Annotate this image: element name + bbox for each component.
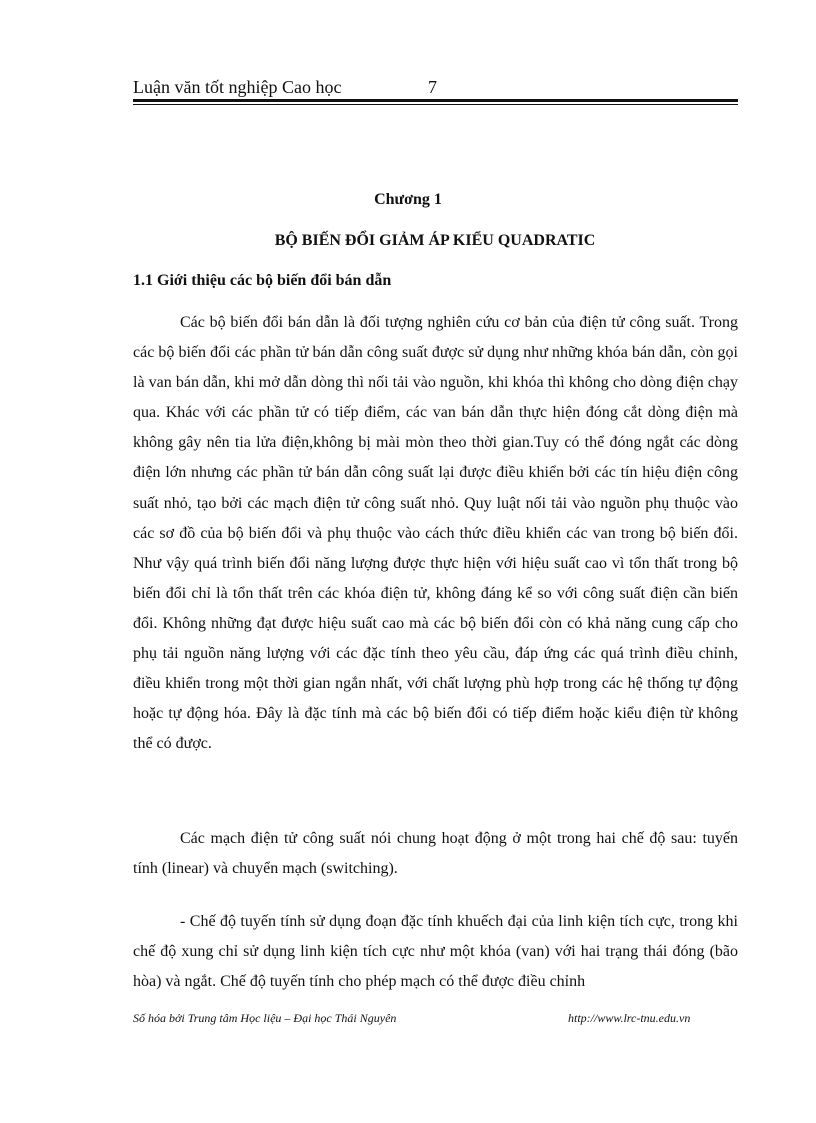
chapter-label: Chương 1 (374, 191, 442, 208)
header-rule-thin (133, 104, 738, 105)
header-title: Luận văn tốt nghiệp Cao học (133, 77, 342, 97)
header-rule-thick (133, 99, 738, 102)
section-heading: 1.1 Giới thiệu các bộ biến đổi bán dẫn (133, 272, 392, 289)
body-paragraph: - Chế độ tuyến tính sử dụng đoạn đặc tính khuếch đại của linh kiện tích cực, trong khi chế độ xung chỉ sử dụng linh kiện tích cực như một khóa (van) với hai trạng thái đóng (bão hòa) và ngắt. Chế độ tuyến tính cho phép mạch có thể được điều chỉnh (133, 913, 738, 991)
chapter-title: BỘ BIẾN ĐỔI GIẢM ÁP KIỂU QUADRATIC (274, 232, 596, 249)
footer-source: Số hóa bởi Trung tâm Học liệu – Đại học Thái Nguyên (133, 1011, 397, 1025)
footer-url: http://www.lrc-tnu.edu.vn (568, 1011, 691, 1025)
page-number: 7 (428, 77, 437, 97)
body-paragraph: Các mạch điện tử công suất nói chung hoạt động ở một trong hai chế độ sau: tuyến tính (linear) và chuyển mạch (switching). (133, 830, 738, 878)
body-paragraph: Các bộ biến đổi bán dẫn là đối tượng nghiên cứu cơ bản của điện tử công suất. Trong các bộ biến đổi các phần tử bán dẫn công suất được sử dụng như những khóa bán dẫn, còn gọi là van bán dẫn, khi mở dẫn dòng thì nối tải vào nguồn, khi khóa thì không cho dòng điện chạy qua. Khác với các phần tử có tiếp điểm, các van bán dẫn thực hiện đóng cắt dòng điện mà không gây nên tia lửa điện,không bị mài mòn theo thời gian.Tuy có thể đóng ngắt các dòng điện lớn nhưng các phần tử bán dẫn công suất lại được điều khiển bởi các tín hiệu điện công suất nhỏ, tạo bởi các mạch điện tử công suất nhỏ. Quy luật nối tải vào nguồn phụ thuộc vào các sơ đồ của bộ biến đổi và phụ thuộc vào cách thức điều khiển các van trong bộ biến đổi. Như vậy quá trình biến đổi năng lượng được thực hiện với hiệu suất cao vì tổn thất trong bộ biến đổi chỉ là tổn thất trên các khóa điện tử, không đáng kể so với công suất điện cần biến đổi. Không những đạt được hiệu suất cao mà các bộ biến đổi còn có khả năng cung cấp cho phụ tải nguồn năng lượng với các đặc tính theo yêu cầu, đáp ứng các quá trình điều chỉnh, điều khiển trong một thời gian ngắn nhất, với chất lượng phù hợp trong các hệ thống tự động hoặc tự động hóa. Đây là đặc tính mà các bộ biến đổi có tiếp điểm hoặc kiểu điện từ không thể có được. (133, 314, 738, 753)
